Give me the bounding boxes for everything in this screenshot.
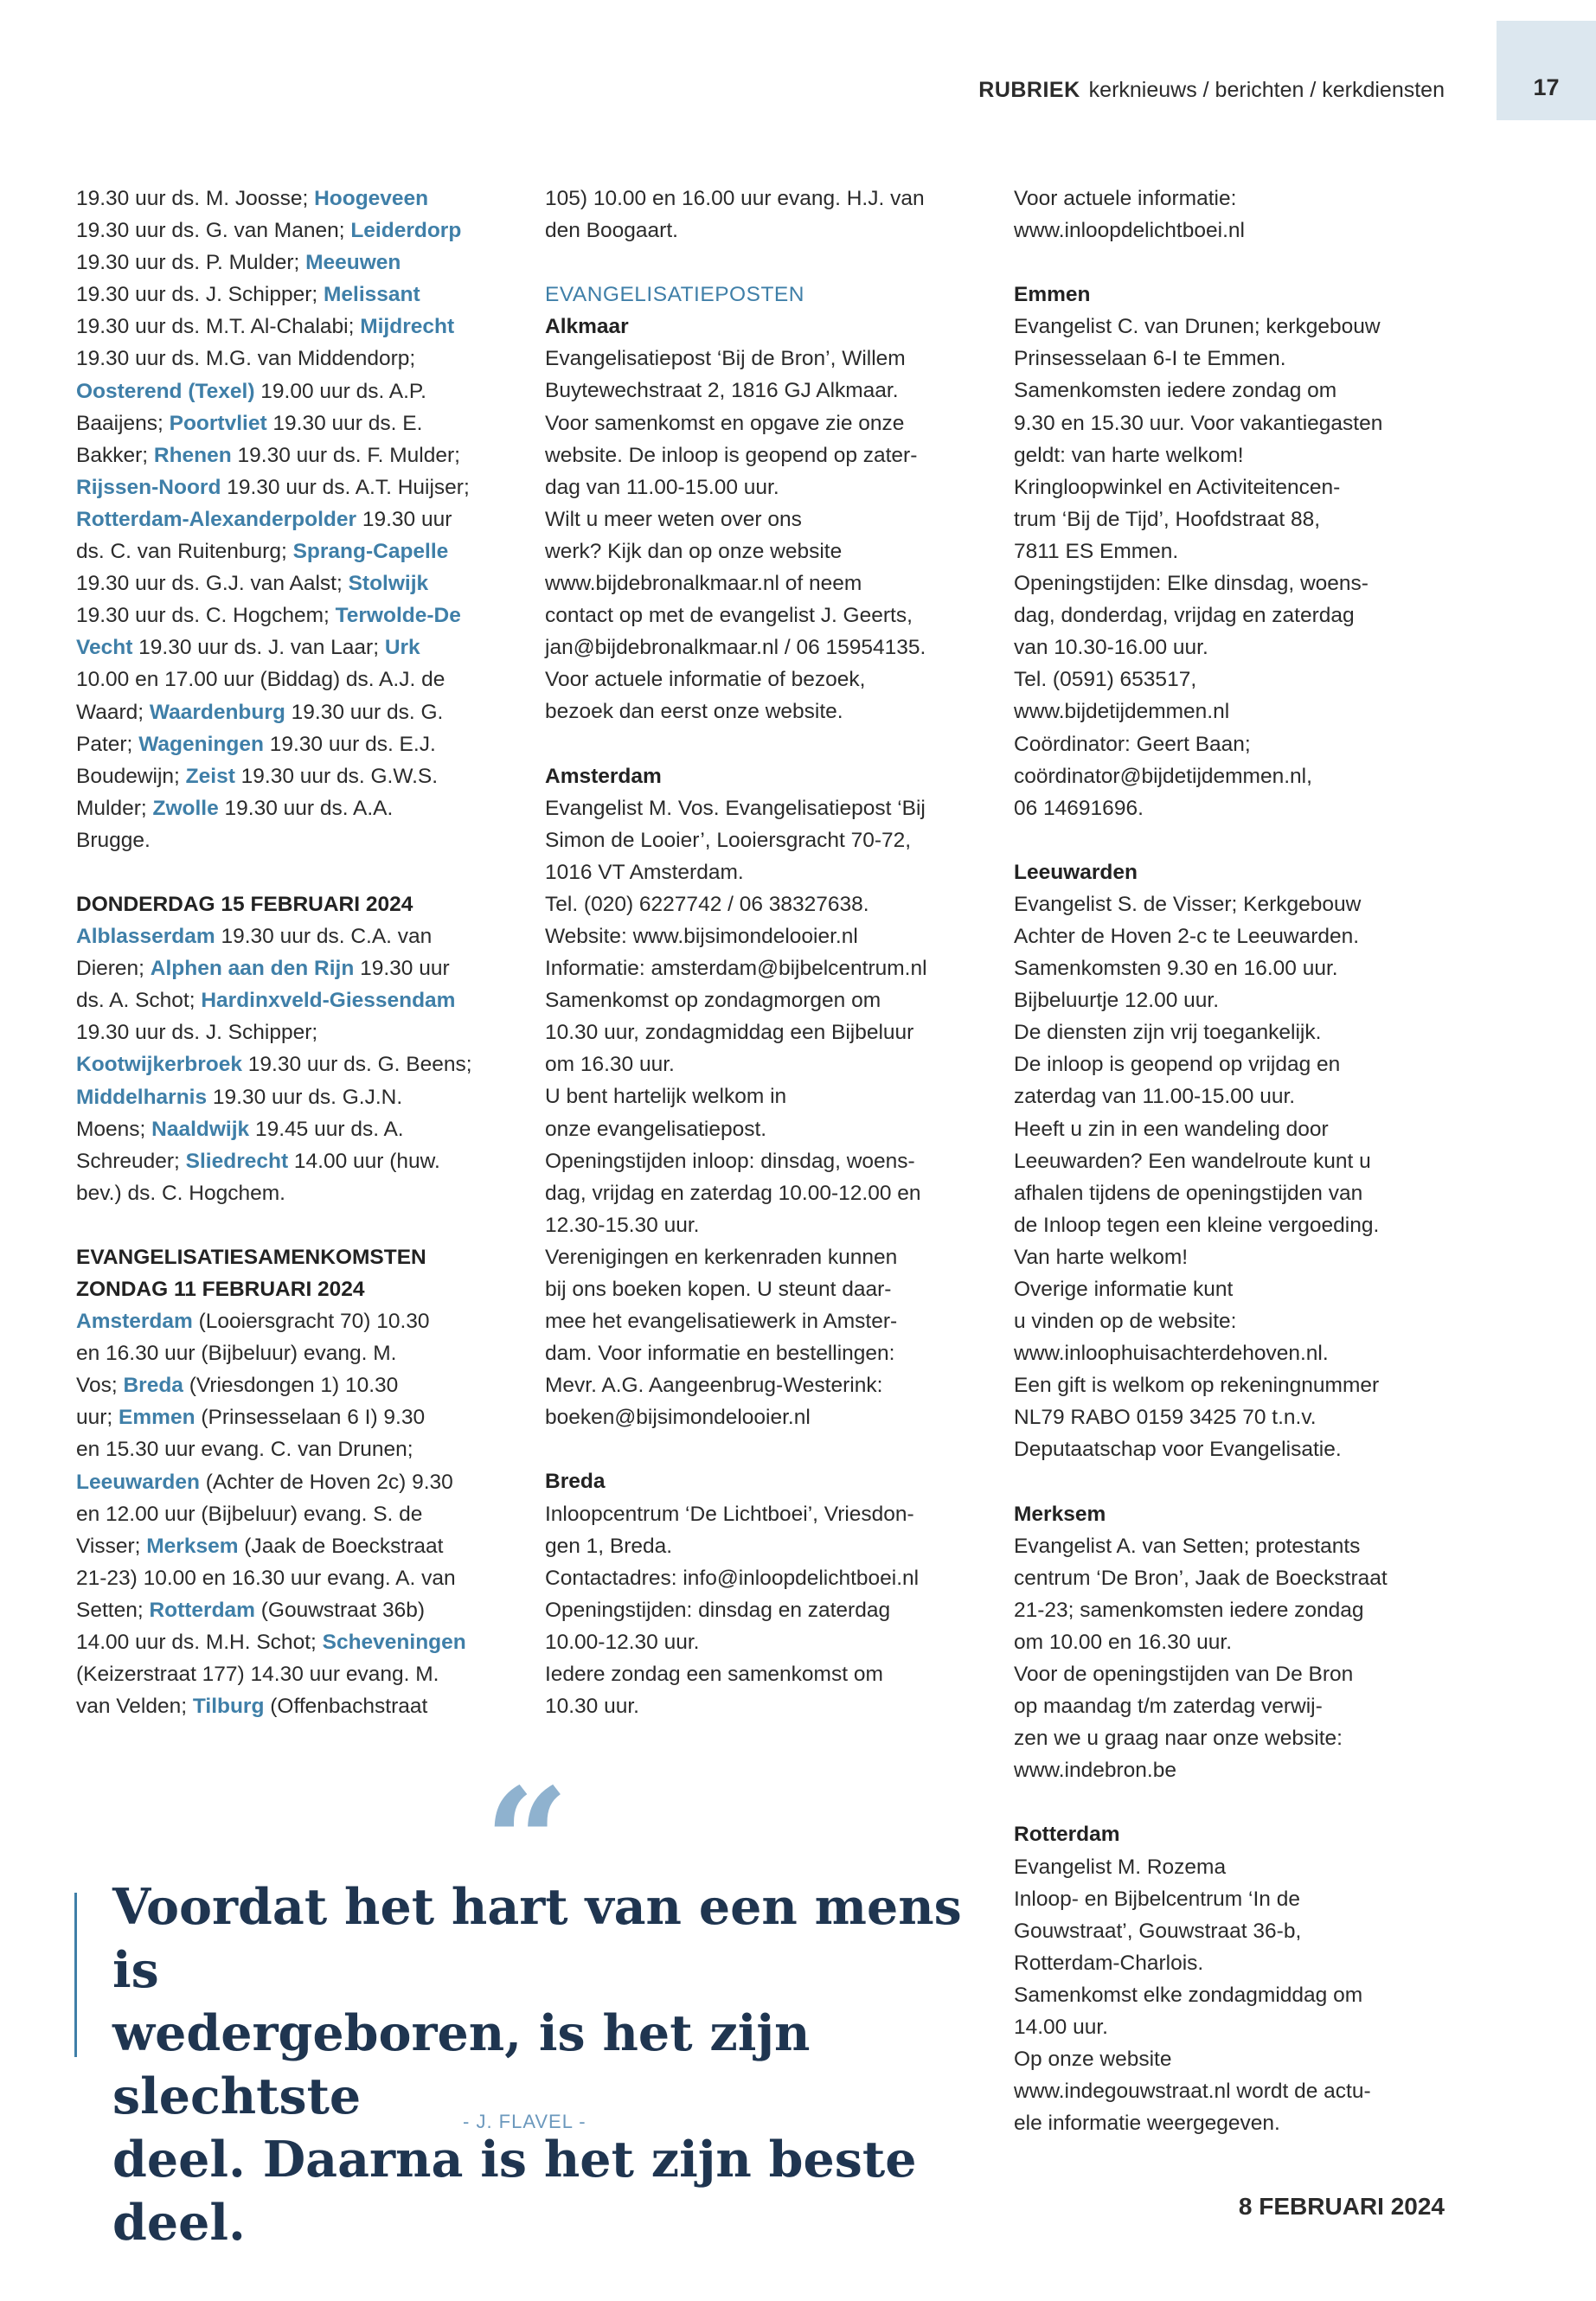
rubriek-label: RUBRIEK <box>978 78 1080 102</box>
text-line: Prinsesselaan 6-I te Emmen. <box>1014 347 1286 371</box>
text-line: Rijssen-Noord 19.30 uur ds. A.T. Huijser; <box>76 475 470 499</box>
text-line: Evangelist M. Vos. Evangelisatiepost ‘Bij <box>545 796 926 820</box>
text-line: Brugge. <box>76 828 151 852</box>
text-line: en 15.30 uur evang. C. van Drunen; <box>76 1438 413 1462</box>
text-line: 06 14691696. <box>1014 796 1144 820</box>
text-line: Een gift is welkom op rekeningnummer <box>1014 1374 1380 1398</box>
text-line: Kringloopwinkel en Activiteitencen- <box>1014 475 1341 499</box>
text-line: Achter de Hoven 2-c te Leeuwarden. <box>1014 924 1360 948</box>
text-line: 19.30 uur ds. J. Schipper; Melissant <box>76 283 420 307</box>
column-1 <box>76 183 526 1722</box>
text-line: Mevr. A.G. Aangeenbrug-Westerink: <box>545 1374 883 1398</box>
section-heading: EVANGELISATIESAMENKOMSTEN <box>76 1245 426 1269</box>
text-line: Voor actuele informatie: <box>1014 187 1237 210</box>
text-line: 19.30 uur ds. G. van Manen; Leiderdorp <box>76 219 462 243</box>
text-line: Setten; Rotterdam (Gouwstraat 36b) <box>76 1598 426 1622</box>
text-line: De diensten zijn vrij toegankelijk. <box>1014 1021 1322 1045</box>
footer-date: 8 FEBRUARI 2024 <box>1238 2193 1445 2220</box>
text-line: Vos; Breda (Vriesdongen 1) 10.30 <box>76 1374 399 1398</box>
text-line: 19.30 uur ds. G.J. van Aalst; Stolwijk <box>76 572 429 596</box>
text-line: 10.30 uur. <box>545 1695 639 1719</box>
text-line: Heeft u zin in een wandeling door <box>1014 1117 1329 1141</box>
text-line: Iedere zondag een samenkomst om <box>545 1663 883 1687</box>
text-line: om 10.00 en 16.30 uur. <box>1014 1630 1232 1654</box>
text-line: www.indegouwstraat.nl wordt de actu- <box>1014 2080 1371 2104</box>
quote-bar <box>74 1893 77 2057</box>
location-heading: Alkmaar <box>545 315 629 339</box>
text-line: Mulder; Zwolle 19.30 uur ds. A.A. <box>76 796 394 820</box>
text-line: mee het evangelisatiewerk in Amster- <box>545 1310 898 1334</box>
text-line: 14.00 uur. <box>1014 2015 1108 2039</box>
text-line: www.indebron.be <box>1014 1759 1176 1783</box>
text-line: Samenkomsten 9.30 en 16.00 uur. <box>1014 957 1338 981</box>
text-line: Vecht 19.30 uur ds. J. van Laar; Urk <box>76 636 420 660</box>
text-line: dag, vrijdag en zaterdag 10.00-12.00 en <box>545 1181 921 1205</box>
text-line: Leeuwarden (Achter de Hoven 2c) 9.30 <box>76 1470 453 1494</box>
text-line: www.inloophuisachterdehoven.nl. <box>1014 1342 1329 1366</box>
quote-line: wedergeboren, is het zijn slechtste <box>112 2004 811 2125</box>
text-line: coördinator@bijdetijdemmen.nl, <box>1014 764 1312 788</box>
text-line: U bent hartelijk welkom in <box>545 1085 787 1109</box>
text-line: NL79 RABO 0159 3425 70 t.n.v. <box>1014 1406 1317 1430</box>
text-line: Dieren; Alphen aan den Rijn 19.30 uur <box>76 957 450 981</box>
text-line: 105) 10.00 en 16.00 uur evang. H.J. van <box>545 187 925 210</box>
text-line: Wilt u meer weten over ons <box>545 507 802 531</box>
text-line: Leeuwarden? Een wandelroute kunt u <box>1014 1149 1371 1173</box>
text-line: Openingstijden: Elke dinsdag, woens- <box>1014 572 1368 596</box>
text-line: van 10.30-16.00 uur. <box>1014 636 1208 660</box>
text-line: Evangelist A. van Setten; protestants <box>1014 1534 1361 1558</box>
text-line: Kootwijkerbroek 19.30 uur ds. G. Beens; <box>76 1053 472 1077</box>
text-line: Alblasserdam 19.30 uur ds. C.A. van <box>76 925 433 949</box>
text-line: Deputaatschap voor Evangelisatie. <box>1014 1438 1342 1462</box>
text-line: website. De inloop is geopend op zater- <box>545 443 918 467</box>
text-line: www.bijdetijdemmen.nl <box>1014 700 1230 724</box>
text-line: Voor actuele informatie of bezoek, <box>545 668 866 692</box>
location-heading: Leeuwarden <box>1014 860 1138 884</box>
text-line: bij ons boeken kopen. U steunt daar- <box>545 1278 892 1301</box>
text-line: Simon de Looier’, Looiersgracht 70-72, <box>545 828 912 852</box>
text-line: Evangelisatiepost ‘Bij de Bron’, Willem <box>545 347 906 371</box>
section-heading: EVANGELISATIEPOSTEN <box>545 283 804 307</box>
text-line: Gouwstraat’, Gouwstraat 36-b, <box>1014 1919 1302 1943</box>
text-line: 19.30 uur ds. M.T. Al-Chalabi; Mijdrecht <box>76 315 455 339</box>
text-line: 12.30-15.30 uur. <box>545 1213 700 1237</box>
section-heading: DONDERDAG 15 FEBRUARI 2024 <box>76 892 413 916</box>
text-line: centrum ‘De Bron’, Jaak de Boeckstraat <box>1014 1566 1388 1590</box>
text-line: Van harte welkom! <box>1014 1245 1189 1269</box>
page-number: 17 <box>1533 74 1560 100</box>
text-line: trum ‘Bij de Tijd’, Hoofdstraat 88, <box>1014 507 1321 531</box>
quote-author: - J. FLAVEL - <box>463 2111 586 2132</box>
text-line: Evangelist S. de Visser; Kerkgebouw <box>1014 892 1362 916</box>
text-line: De inloop is geopend op vrijdag en <box>1014 1053 1341 1077</box>
text-line: 7811 ES Emmen. <box>1014 539 1179 563</box>
text-line: Waard; Waardenburg 19.30 uur ds. G. <box>76 700 444 724</box>
text-line: den Boogaart. <box>545 219 678 243</box>
text-line: Visser; Merksem (Jaak de Boeckstraat <box>76 1534 444 1558</box>
text-line: uur; Emmen (Prinsesselaan 6 I) 9.30 <box>76 1406 426 1430</box>
text-line: u vinden op de website: <box>1014 1310 1237 1334</box>
text-line: Samenkomsten iedere zondag om <box>1014 379 1337 403</box>
text-line: 10.00-12.30 uur. <box>545 1630 700 1654</box>
text-line: 19.30 uur ds. P. Mulder; Meeuwen <box>76 251 401 275</box>
quote-mark-icon: “ <box>484 1756 569 1929</box>
text-line: Buytewechstraat 2, 1816 GJ Alkmaar. <box>545 379 899 403</box>
text-line: 21-23) 10.00 en 16.30 uur evang. A. van <box>76 1566 456 1590</box>
text-line: Verenigingen en kerkenraden kunnen <box>545 1245 898 1269</box>
quote-line: Voordat het hart van een mens is <box>112 1878 962 1999</box>
text-line: 19.30 uur ds. J. Schipper; <box>76 1021 318 1045</box>
text-line: zaterdag van 11.00-15.00 uur. <box>1014 1085 1296 1109</box>
page-header <box>978 78 1445 103</box>
text-line: werk? Kijk dan op onze website <box>545 539 843 563</box>
text-line: Middelharnis 19.30 uur ds. G.J.N. <box>76 1085 403 1109</box>
text-line: Samenkomst elke zondagmiddag om <box>1014 1983 1363 2007</box>
rubriek-subtitle: kerknieuws / berichten / kerkdiensten <box>1088 78 1445 102</box>
text-line: zen we u graag naar onze website: <box>1014 1727 1343 1751</box>
text-line: Evangelist C. van Drunen; kerkgebouw <box>1014 315 1381 339</box>
pull-quote <box>112 1875 995 2254</box>
text-line: dag van 11.00-15.00 uur. <box>545 475 779 499</box>
text-line: 19.30 uur ds. M.G. van Middendorp; <box>76 347 416 371</box>
text-line: Oosterend (Texel) 19.00 uur ds. A.P. <box>76 379 426 403</box>
text-line: Voor de openingstijden van De Bron <box>1014 1663 1354 1687</box>
text-line: Schreuder; Sliedrecht 14.00 uur (huw. <box>76 1149 440 1173</box>
text-line: Rotterdam-Alexanderpolder 19.30 uur <box>76 507 452 531</box>
text-line: Inloopcentrum ‘De Lichtboei’, Vriesdon- <box>545 1502 914 1526</box>
text-line: Boudewijn; Zeist 19.30 uur ds. G.W.S. <box>76 764 439 788</box>
text-line: bev.) ds. C. Hogchem. <box>76 1181 285 1205</box>
text-line: contact op met de evangelist J. Geerts, <box>545 604 913 628</box>
text-line: Website: www.bijsimondelooier.nl <box>545 924 858 948</box>
text-line: bezoek dan eerst onze website. <box>545 700 843 724</box>
text-line: afhalen tijdens de openingstijden van <box>1014 1181 1363 1205</box>
column-3 <box>1014 183 1464 2139</box>
location-heading: Rotterdam <box>1014 1823 1120 1847</box>
text-line: dam. Voor informatie en bestellingen: <box>545 1342 895 1366</box>
text-line: 10.00 en 17.00 uur (Biddag) ds. A.J. de <box>76 668 445 692</box>
text-line: van Velden; Tilburg (Offenbachstraat <box>76 1695 428 1719</box>
text-line: 1016 VT Amsterdam. <box>545 860 744 884</box>
location-heading: Breda <box>545 1470 606 1494</box>
text-line: 14.00 uur ds. M.H. Schot; Scheveningen <box>76 1631 466 1655</box>
text-line: geldt: van harte welkom! <box>1014 443 1244 467</box>
text-line: Openingstijden: dinsdag en zaterdag <box>545 1598 891 1622</box>
column-2 <box>545 183 995 1722</box>
text-line: Op onze website <box>1014 2048 1172 2072</box>
page-tab <box>1497 21 1596 120</box>
text-line: Samenkomst op zondagmorgen om <box>545 989 881 1013</box>
text-line: 19.30 uur ds. M. Joosse; Hoogeveen <box>76 187 429 210</box>
text-line: ele informatie weergegeven. <box>1014 2112 1280 2136</box>
text-line: boeken@bijsimondelooier.nl <box>545 1406 811 1430</box>
text-line: Pater; Wageningen 19.30 uur ds. E.J. <box>76 732 436 756</box>
text-line: om 16.30 uur. <box>545 1053 675 1077</box>
quote-line: deel. Daarna is het zijn beste deel. <box>112 2131 917 2252</box>
text-line: (Keizerstraat 177) 14.30 uur evang. M. <box>76 1663 439 1687</box>
section-heading: ZONDAG 11 FEBRUARI 2024 <box>76 1278 365 1301</box>
location-heading: Merksem <box>1014 1502 1106 1526</box>
text-line: 9.30 en 15.30 uur. Voor vakantiegasten <box>1014 411 1383 435</box>
text-line: Openingstijden inloop: dinsdag, woens- <box>545 1149 915 1173</box>
text-line: en 16.30 uur (Bijbeluur) evang. M. <box>76 1342 397 1366</box>
text-line: Moens; Naaldwijk 19.45 uur ds. A. <box>76 1117 404 1141</box>
text-line: Baaijens; Poortvliet 19.30 uur ds. E. <box>76 411 423 435</box>
text-line: Informatie: amsterdam@bijbelcentrum.nl <box>545 957 927 981</box>
text-line: op maandag t/m zaterdag verwij- <box>1014 1695 1323 1719</box>
text-line: jan@bijdebronalkmaar.nl / 06 15954135. <box>545 636 926 660</box>
text-line: Bijbeluurtje 12.00 uur. <box>1014 989 1219 1013</box>
text-line: Evangelist M. Rozema <box>1014 1855 1227 1879</box>
text-line: 19.30 uur ds. C. Hogchem; Terwolde-De <box>76 604 461 628</box>
text-line: Overige informatie kunt <box>1014 1278 1234 1301</box>
text-line: www.inloopdelichtboei.nl <box>1014 219 1245 243</box>
text-line: Contactadres: info@inloopdelichtboei.nl <box>545 1566 920 1590</box>
text-line: Tel. (0591) 653517, <box>1014 668 1197 692</box>
text-line: 21-23; samenkomsten iedere zondag <box>1014 1598 1364 1622</box>
text-line: onze evangelisatiepost. <box>545 1117 767 1141</box>
text-line: 10.30 uur, zondagmiddag een Bijbeluur <box>545 1021 914 1045</box>
text-line: ds. A. Schot; Hardinxveld-Giessendam <box>76 989 456 1013</box>
text-line: gen 1, Breda. <box>545 1534 673 1558</box>
text-line: en 12.00 uur (Bijbeluur) evang. S. de <box>76 1502 423 1526</box>
text-line: Inloop- en Bijbelcentrum ‘In de <box>1014 1887 1300 1911</box>
text-line: ds. C. van Ruitenburg; Sprang-Capelle <box>76 540 449 564</box>
text-line: dag, donderdag, vrijdag en zaterdag <box>1014 604 1355 628</box>
text-line: Tel. (020) 6227742 / 06 38327638. <box>545 892 869 916</box>
location-heading: Emmen <box>1014 283 1091 307</box>
location-heading: Amsterdam <box>545 764 662 788</box>
text-line: Amsterdam (Looiersgracht 70) 10.30 <box>76 1310 430 1334</box>
text-line: Voor samenkomst en opgave zie onze <box>545 411 905 435</box>
text-line: Rotterdam-Charlois. <box>1014 1951 1204 1975</box>
text-line: de Inloop tegen een kleine vergoeding. <box>1014 1213 1380 1237</box>
text-line: Bakker; Rhenen 19.30 uur ds. F. Mulder; <box>76 443 460 467</box>
text-line: www.bijdebronalkmaar.nl of neem <box>545 572 862 596</box>
text-line: Coördinator: Geert Baan; <box>1014 732 1251 756</box>
